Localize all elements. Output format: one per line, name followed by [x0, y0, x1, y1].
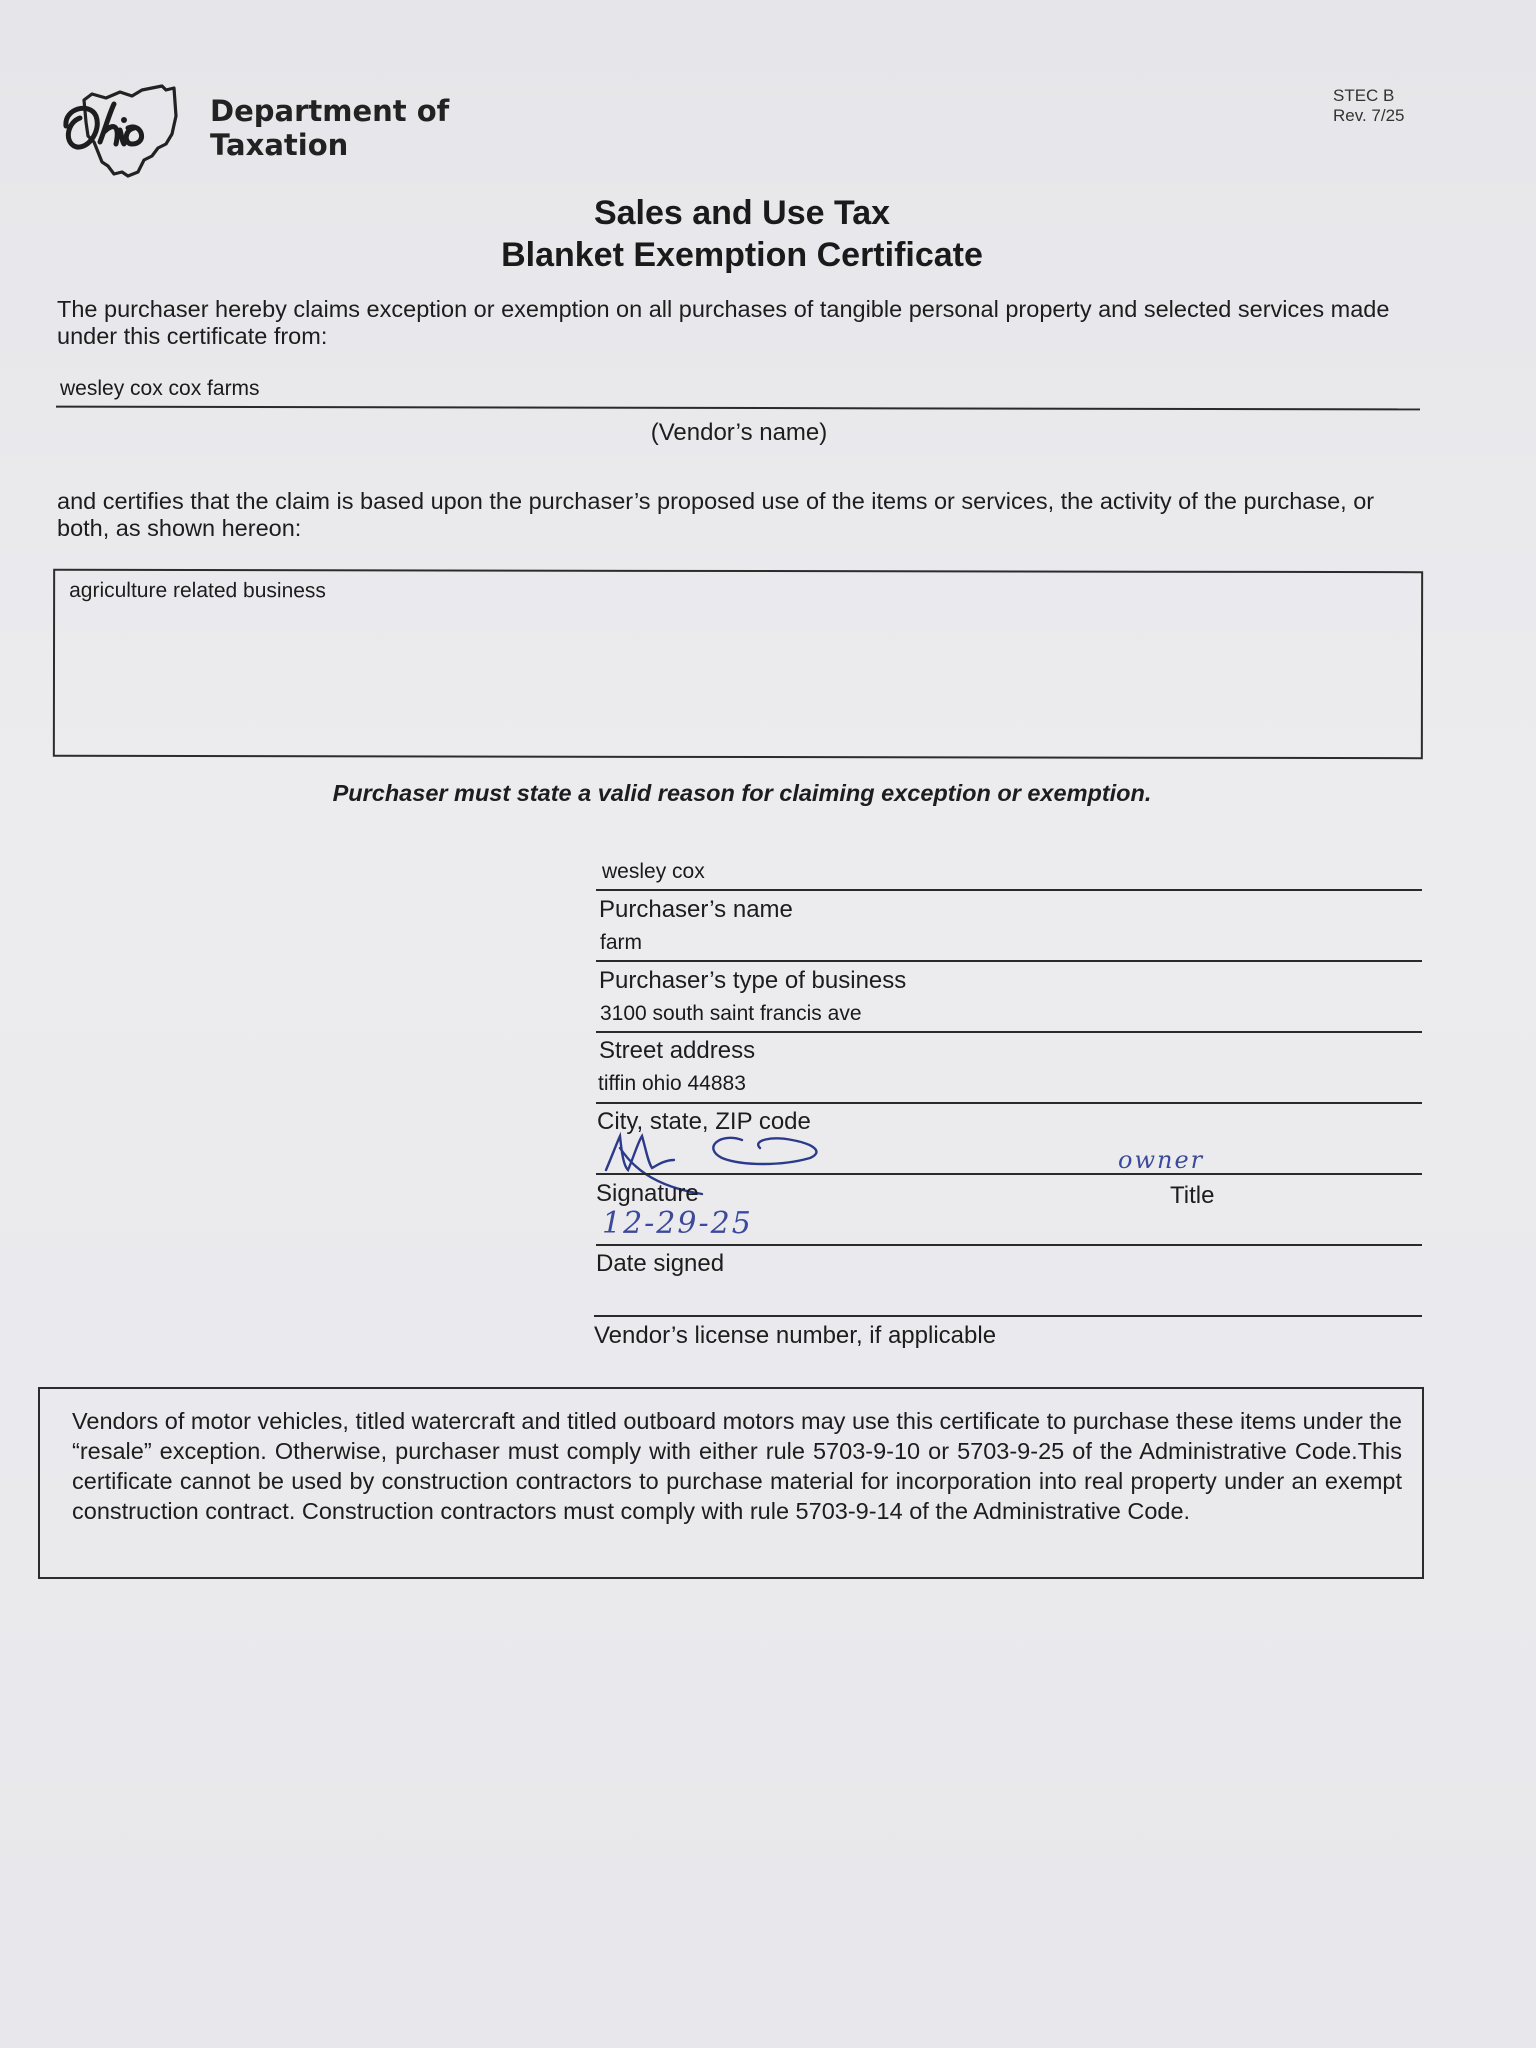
vendor-name-line — [56, 406, 1420, 411]
reason-field[interactable]: agriculture related business — [69, 578, 326, 603]
vendor-license-label: Vendor’s license number, if applicable — [594, 1322, 997, 1349]
title-line-1: Sales and Use Tax — [593, 194, 891, 232]
department-name — [210, 94, 449, 162]
purchaser-name-line — [596, 889, 1422, 891]
title-label: Title — [1170, 1182, 1215, 1209]
title-line-2: Blanket Exemption Certificate — [501, 236, 983, 274]
business-type-label: Purchaser’s type of business — [599, 967, 907, 994]
form-id: STEC B — [1333, 86, 1395, 105]
logo-word: Ohio — [102, 140, 105, 141]
city-state-zip-line — [596, 1102, 1422, 1104]
notice-text: Vendors of motor vehicles, titled watercraft and titled outboard motors may use this certificate to purchase these items under the “resale” exception. Otherwise, purchaser must comply with either rule 5703-9-10 or 5703-9-25 of the Administrative Code.This certificate cannot be used by construction contractors to purchase material for incorporation into real property under an exempt construction contract. Construction contractors must comply with rule 5703-9-14 of the Administrative Code. — [72, 1408, 1402, 1524]
street-address-label: Street address — [599, 1037, 756, 1064]
notice-box — [38, 1387, 1424, 1579]
department-line-2: Taxation — [210, 128, 349, 162]
intro-text: The purchaser hereby claims exception or exemption on all purchases of tangible personal property and selected services made under this certificate from: — [57, 296, 1390, 349]
city-state-zip-label: City, state, ZIP code — [597, 1108, 811, 1135]
signature-label: Signature — [596, 1180, 699, 1207]
street-address-field[interactable]: 3100 south saint francis ave — [600, 1002, 862, 1025]
signature-line — [596, 1173, 1422, 1175]
vendor-name-label: (Vendor’s name) — [650, 419, 828, 446]
date-signed-label: Date signed — [596, 1250, 725, 1277]
ohio-logo-icon — [62, 82, 192, 182]
reason-box[interactable] — [53, 569, 1423, 759]
form-number — [1333, 86, 1405, 126]
vendor-name-field[interactable]: wesley cox cox farms — [60, 377, 260, 400]
vendor-license-line — [594, 1315, 1422, 1317]
form-revision: Rev. 7/25 — [1333, 106, 1405, 125]
department-line-1: Department of — [210, 94, 450, 128]
reason-warning: Purchaser must state a valid reason for claiming exception or exemption. — [332, 780, 1152, 806]
purchaser-name-field[interactable]: wesley cox — [602, 860, 705, 883]
date-signed-field[interactable]: 12-29-25 — [602, 1206, 753, 1241]
street-address-line — [596, 1031, 1422, 1033]
city-state-zip-field[interactable]: tiffin ohio 44883 — [598, 1072, 746, 1095]
certify-text: and certifies that the claim is based upon the purchaser’s proposed use of the items or services, the activity of the purchase, or both, as shown hereon: — [57, 488, 1375, 541]
title-field[interactable]: owner — [1118, 1146, 1205, 1174]
page-title — [0, 192, 1484, 276]
date-signed-line — [596, 1244, 1422, 1246]
purchaser-name-label: Purchaser’s name — [599, 896, 793, 923]
business-type-field[interactable]: farm — [600, 931, 642, 954]
business-type-line — [596, 960, 1422, 962]
